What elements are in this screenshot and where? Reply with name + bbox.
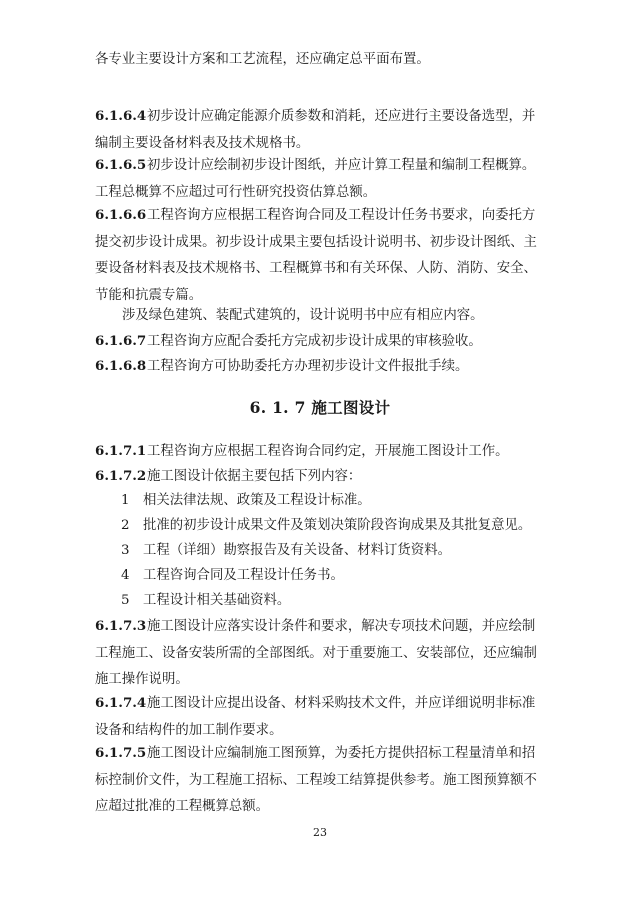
- list-item-number: 2: [121, 518, 130, 533]
- clause-6-1-7-3: [95, 613, 545, 694]
- clause-number: 6.1.7.4: [95, 695, 147, 711]
- clause-number: 6.1.6.7: [95, 333, 147, 349]
- list-item: [121, 488, 371, 514]
- clause-text: 施工图设计应编制施工图预算，为委托方提供招标工程量清单和招标控制价文件，为工程施工招标、工程竣工结算提供参考。施工图预算额不应超过批准的工程概算总额。: [95, 746, 537, 815]
- clause-text: 工程咨询方可协助委托方办理初步设计文件报批手续。: [147, 359, 469, 374]
- list-item: [121, 538, 451, 564]
- clause-number: 6.1.7.2: [95, 468, 147, 484]
- clause-text: 工程咨询方应配合委托方完成初步设计成果的审核验收。: [147, 334, 482, 349]
- paragraph-continuation: [95, 47, 545, 74]
- list-item: [121, 513, 531, 539]
- clause-6-1-6-4: [95, 103, 545, 157]
- clause-6-1-6-6: [95, 202, 545, 309]
- clause-number: 6.1.6.8: [95, 358, 147, 374]
- list-item-text: 工程（详细）勘察报告及有关设备、材料订货资料。: [143, 543, 451, 558]
- list-item-number: 3: [121, 543, 130, 558]
- clause-text: 工程咨询方应根据工程咨询合同约定，开展施工图设计工作。: [147, 444, 509, 459]
- clause-number: 6.1.7.5: [95, 745, 147, 761]
- clause-text: 施工图设计应提出设备、材料采购技术文件，并应详细说明非标准设备和结构件的加工制作要求。: [95, 696, 536, 738]
- section-heading: 6. 1. 7 施工图设计: [249, 398, 391, 417]
- clause-6-1-6-7: [95, 328, 545, 356]
- page-number: 23: [313, 826, 327, 839]
- clause-6-1-7-1: [95, 438, 545, 466]
- clause-6-1-6-8: [95, 353, 545, 381]
- list-item: [121, 588, 290, 614]
- clause-text: 施工图设计依据主要包括下列内容：: [147, 469, 362, 484]
- list-item-text: 相关法律法规、政策及工程设计标准。: [143, 493, 371, 508]
- list-item-number: 4: [121, 568, 130, 583]
- clause-text: 初步设计应绘制初步设计图纸，并应计算工程量和编制工程概算。工程总概算不应超过可行性研究投资估算总额。: [95, 158, 536, 200]
- clause-number: 6.1.6.6: [95, 207, 147, 223]
- clause-6-1-7-2: [95, 463, 545, 491]
- clause-number: 6.1.6.4: [95, 108, 147, 124]
- list-item-number: 5: [121, 593, 130, 608]
- list-item-number: 1: [121, 493, 130, 508]
- paragraph-text: 各专业主要设计方案和工艺流程，还应确定总平面布置。: [95, 52, 430, 67]
- clause-6-1-6-5: [95, 152, 545, 206]
- paragraph-text: 涉及绿色建筑、装配式建筑的，设计说明书中应有相应内容。: [122, 308, 484, 323]
- clause-number: 6.1.7.1: [95, 443, 147, 459]
- clause-number: 6.1.6.5: [95, 157, 147, 173]
- paragraph-note: [95, 303, 545, 330]
- list-item: [121, 563, 344, 589]
- list-item-text: 工程咨询合同及工程设计任务书。: [143, 568, 344, 583]
- clause-text: 施工图设计应落实设计条件和要求，解决专项技术问题，并应绘制工程施工、设备安装所需的全部图纸。对于重要施工、安装部位，还应编制施工操作说明。: [95, 619, 537, 688]
- list-item-text: 工程设计相关基础资料。: [143, 593, 291, 608]
- clause-6-1-7-4: [95, 690, 545, 744]
- clause-number: 6.1.7.3: [95, 618, 147, 634]
- clause-6-1-7-5: [95, 740, 545, 821]
- list-item-text: 批准的初步设计成果文件及策划决策阶段咨询成果及其批复意见。: [143, 518, 532, 533]
- clause-text: 初步设计应确定能源介质参数和消耗，还应进行主要设备选型，并编制主要设备材料表及技术规格书。: [95, 109, 536, 151]
- clause-text: 工程咨询方应根据工程咨询合同及工程设计任务书要求，向委托方提交初步设计成果。初步设计成果主要包括设计说明书、初步设计图纸、主要设备材料表及技术规格书、工程概算书和有关环保、人防、消防、安全、节能和抗震专篇。: [95, 208, 537, 303]
